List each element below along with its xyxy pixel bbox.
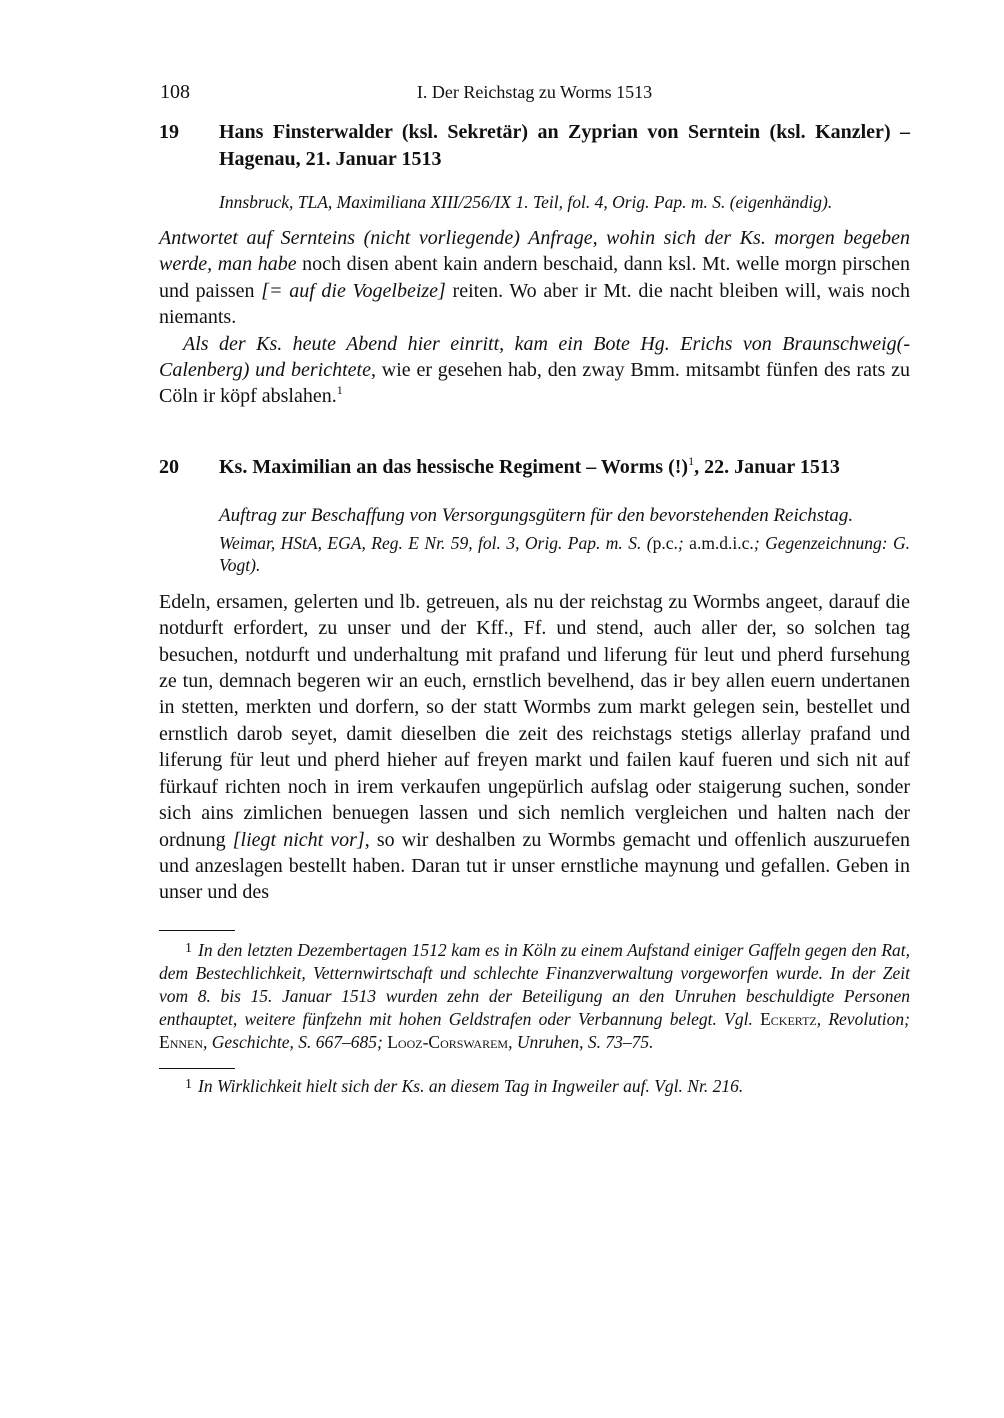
document-number: 19 [159,121,179,143]
regest-paragraph [159,225,910,331]
editorial-note: [liegt nicht vor] [232,828,365,851]
source-text: ; Gegenzeichnung: G. Vogt). [219,532,910,575]
document-20 [159,454,910,906]
author-name: Eckertz [760,1008,817,1029]
text-segment: wie er gesehen hab, den zway Bmm. mitsambt fünfen des rats zu Cöln ir köpf abslahen. [159,359,911,408]
footnote-mark: 1 [185,940,192,956]
document-title [219,454,910,481]
regest-text: Auftrag zur Beschaffung von Versorgungsgütern für den bevorstehenden Reichstag. [219,504,854,526]
fn-segment: , Unruhen, S. 73–75. [508,1031,654,1052]
running-title: I. Der Reichstag zu Worms 1513 [416,82,653,102]
source-abbrev: p.c. [652,532,678,553]
author-name: Ennen [159,1031,204,1052]
text-segment: noch disen abent kain andern beschaid, dann ksl. Mt. welle morgn pirschen und paissen [159,253,910,302]
footnote-divider [159,1068,235,1069]
source-text: Innsbruck, TLA, Maximiliana XIII/256/IX 1. Teil, fol. 4, Orig. Pap. m. S. (eigenhändig). [219,192,833,212]
editorial-note: [= auf die Vogelbeize] [261,279,446,302]
document-heading [159,454,910,481]
document-number: 20 [159,455,179,478]
body-paragraph [159,331,910,410]
title-text: Ks. Maximilian an das hessische Regiment – Worms (!) [219,455,689,478]
footnote-mark: 1 [185,1076,192,1092]
footnote-reference[interactable]: 1 [336,383,343,398]
fn-text: In Wirklichkeit hielt sich der Ks. an diesem Tag in Ingweiler auf. Vgl. Nr. 216. [198,1075,744,1096]
document-heading [159,119,910,173]
text-segment: Edeln, ersamen, gelerten und lb. getreuen, als nu der reichstag zu Wormbs angeet, darauf die notdurft erfordert, zu unser und der Kff., Ff. und stend, auch aller der, so solchen tag besuchen, notdurft und underhaltung mit prafand und liferung für leut und pherd fursehung ze tun, demnach begeren wir an euch, ernstlich bevelhend, das ir bey allen euern undertanen in stetten, merkten und dorfern, so der statt Wormbs zum markt gelegen sein, bestellet und ernstlich darob seyet, damit dieselben die zeit des reichstags stetigs allerlay prafand und liferung für leut und pherd hieher auf freyen markt und failen kauf fueren und sich nit auf fürkauf richten noch in irem verkaufen ungepürlich aufslag oder staigerung suchen, sonder sich ains zimlichen benuegen lassen und sich nemlich vergleichen und halten nach der ordnung [159,590,910,851]
running-head [159,78,910,106]
footnotes [159,930,910,1098]
source-citation [219,532,910,576]
footnote-reference[interactable]: 1 [688,453,695,468]
source-citation [219,191,910,213]
footnote-1-doc20 [159,1073,910,1098]
source-abbrev: a.m.d.i.c. [689,532,754,553]
source-text: Weimar, HStA, EGA, Reg. E Nr. 59, fol. 3, Orig. Pap. m. S. ( [219,532,653,553]
text-segment: , so wir deshalben zu Wormbs gemacht und offenlich auszuruefen und anzeslagen bestellt haben. Daran tut ir unser ernstliche maynung und gefallen. Geben in unser und des [159,828,910,904]
fn-segment: , Geschichte, S. 667–685; [203,1031,388,1052]
text-segment: Als der Ks. heute Abend hier einritt, kam ein Bote Hg. Erichs von Braunschweig(-Calenberg) und berichtete, [159,332,910,382]
author-name: Looz-Corswarem [387,1031,509,1052]
page-number: 108 [160,81,190,103]
document-19 [159,119,910,410]
footnote-divider [159,930,235,931]
document-title: Hans Finsterwalder (ksl. Sekretär) an Zyprian von Serntein (ksl. Kanzler) – Hagenau, 21. Januar 1513 [219,121,910,170]
body-paragraph [159,589,910,906]
fn-segment: , Revolution; [816,1008,910,1029]
fn-segment: In den letzten Dezembertagen 1512 kam es in Köln zu einem Aufstand einiger Gaffeln gegen den Rat, dem Bestechlichkeit, Vetternwirtschaft und schlechte Finanzverwaltung vorgeworfen wurde. In der Zeit vom 8. bis 15. Januar 1513 wurden zehn der Beteiligung an den Unruhen beschuldigte Personen enthauptet, weitere fünfzehn mit hohen Geldstrafen oder Verbannung belegt. Vgl. [159,939,910,1029]
document-page [159,78,910,1098]
title-date: , 22. Januar 1513 [694,455,840,478]
text-segment: Antwortet auf Sernteins (nicht vorliegende) Anfrage, wohin sich der Ks. morgen begeben werde, man habe [159,227,910,276]
source-text: ; [677,532,690,553]
footnote-1-doc19 [159,937,910,1054]
text-segment: reiten. Wo aber ir Mt. die nacht bleiben will, wais noch niemants. [159,279,910,329]
regest [219,503,910,528]
